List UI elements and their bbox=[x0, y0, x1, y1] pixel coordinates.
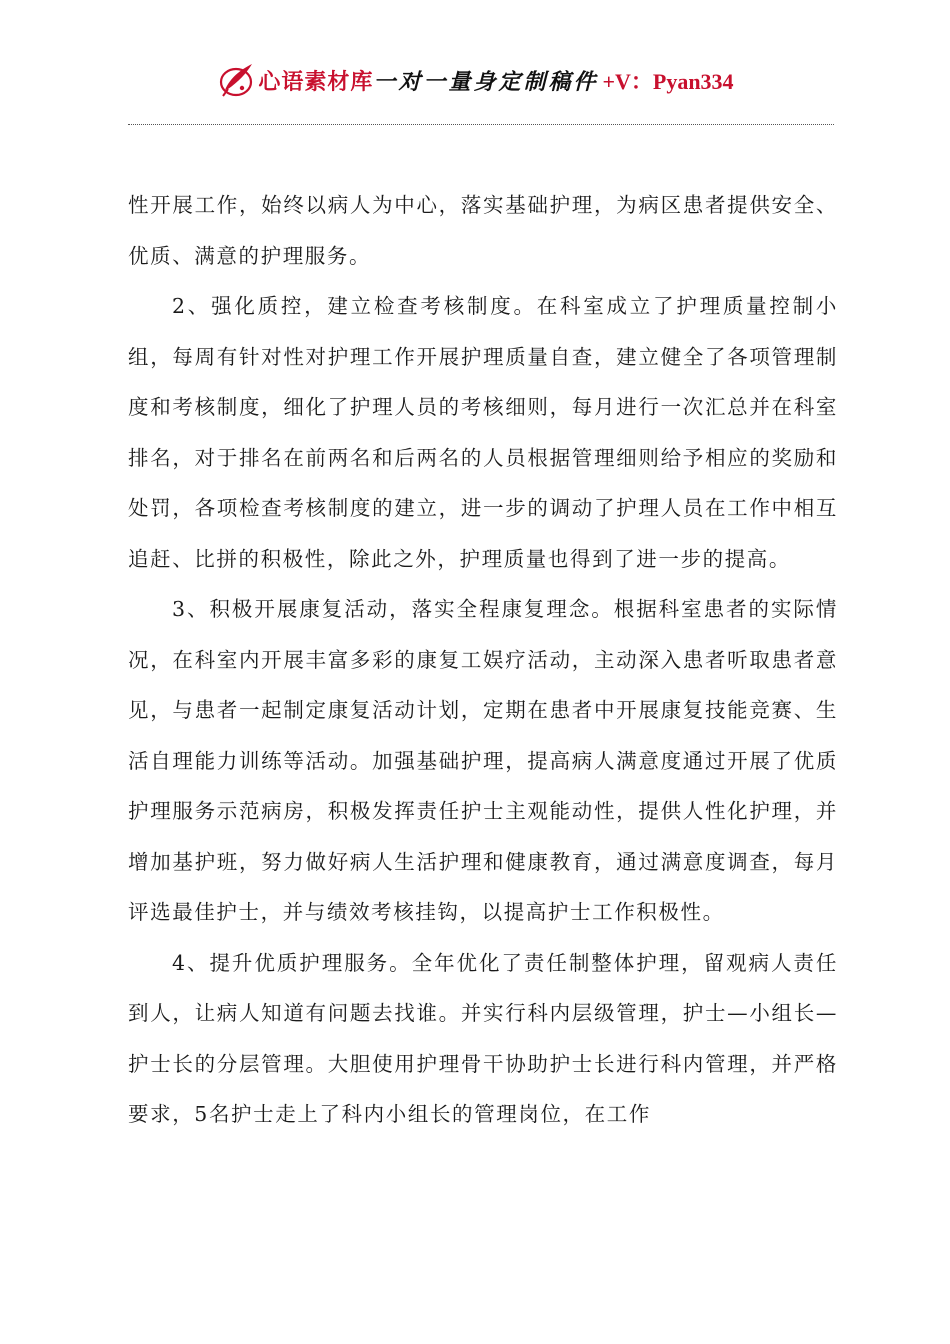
header-tagline: 一对一量身定制稿件 bbox=[373, 68, 599, 95]
page-header bbox=[0, 58, 950, 102]
paragraph-continuation: 性开展工作，始终以病人为中心，落实基础护理，为病区患者提供安全、优质、满意的护理服务。 bbox=[128, 193, 838, 268]
paragraph-quality-service: 4、提升优质护理服务。全年优化了责任制整体护理，留观病人责任到人，让病人知道有问题去找谁。并实行科内层级管理，护士—小组长—护士长的分层管理。大胆使用护理骨干协助护士长进行科内管理，并严格要求，5名护士走上了科内小组长的管理岗位，在工作 bbox=[128, 950, 838, 1126]
header-contact: +V：Pyan334 bbox=[602, 68, 734, 94]
feather-pen-logo-icon bbox=[216, 60, 256, 100]
paragraph-rehabilitation: 3、积极开展康复活动，落实全程康复理念。根据科室患者的实际情况，在科室内开展丰富多彩的康复工娱疗活动，主动深入患者听取患者意见，与患者一起制定康复活动计划，定期在患者中开展康复技能竞赛、生活自理能力训练等活动。加强基础护理，提高病人满意度通过开展了优质护理服务示范病房，积极发挥责任护士主观能动性，提供人性化护理，并增加基护班，努力做好病人生活护理和健康教育，通过满意度调查，每月评选最佳护士，并与绩效考核挂钩，以提高护士工作积极性。 bbox=[128, 597, 838, 924]
brand-name: 心语素材库 bbox=[258, 68, 374, 95]
header-divider bbox=[128, 124, 834, 125]
document-body bbox=[128, 180, 838, 1140]
paragraph-quality-control: 2、强化质控，建立检查考核制度。在科室成立了护理质量控制小组，每周有针对性对护理工作开展护理质量自查，建立健全了各项管理制度和考核制度，细化了护理人员的考核细则，每月进行一次汇总并在科室排名，对于排名在前两名和后两名的人员根据管理细则给予相应的奖励和处罚，各项检查考核制度的建立，进一步的调动了护理人员在工作中相互追赶、比拼的积极性，除此之外，护理质量也得到了进一步的提高。 bbox=[128, 294, 838, 571]
